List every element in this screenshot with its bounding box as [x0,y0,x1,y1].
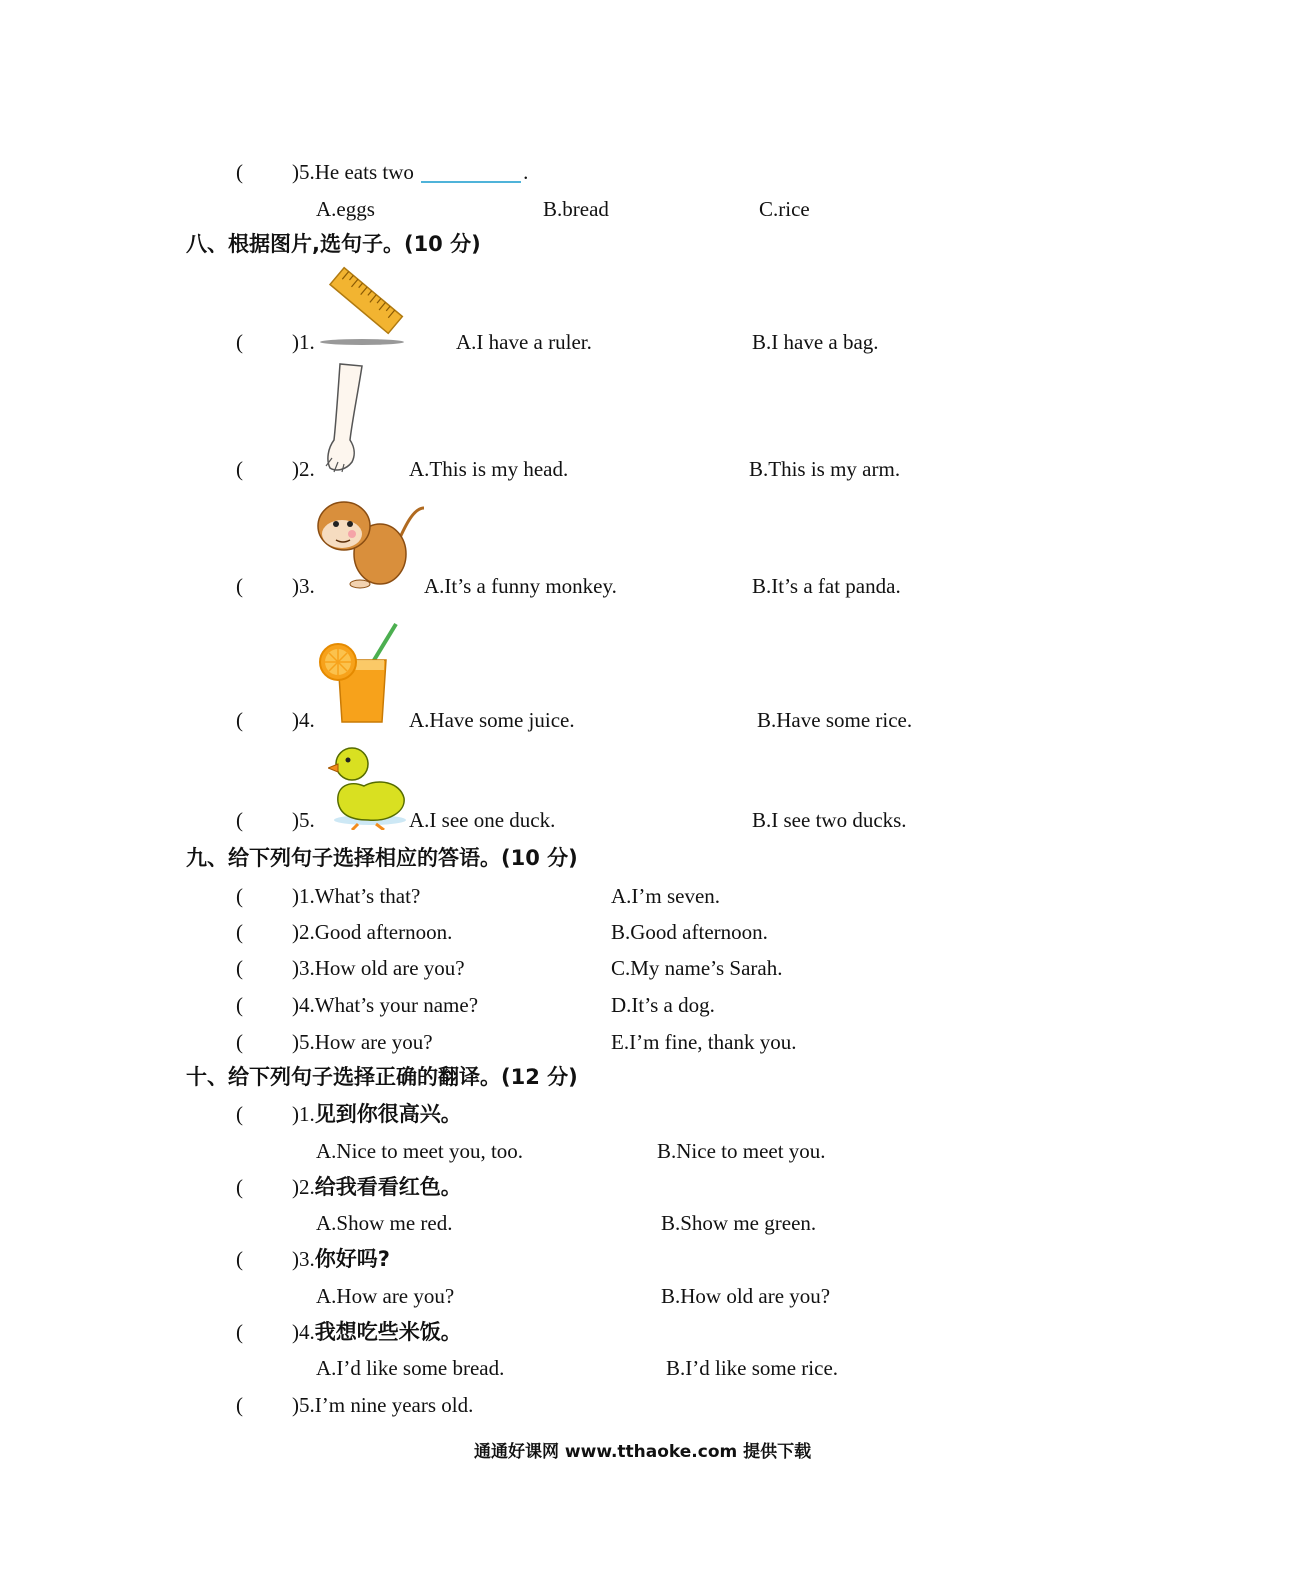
answer-paren: ( [236,920,243,944]
option-a: A.This is my head. [409,457,569,481]
item-number: )3. [292,1247,315,1271]
chinese-sentence: 给我看看红色。 [314,1175,462,1199]
question-line [292,1104,462,1125]
answer-paren: ( [236,1030,243,1054]
answer-paren: ( [236,1393,243,1417]
answer-paren: ( [236,1247,243,1271]
answer-paren: ( [236,1102,243,1126]
duck-icon [328,742,408,830]
stem-end: . [523,160,529,184]
question-text: )3.How old are you? [292,956,465,980]
answer-paren: ( [236,574,243,598]
option-a: A.Show me red. [316,1211,453,1235]
option-b: B.It’s a fat panda. [752,574,901,598]
option-a: A.I have a ruler. [456,330,592,354]
question-stem [292,162,528,183]
option-b: B.I see two ducks. [752,808,907,832]
option-a: A.How are you? [316,1284,455,1308]
question-line [292,1177,462,1198]
question-text: )4.What’s your name? [292,993,479,1017]
stem-text: )5.He eats two [292,160,414,184]
option-a: A.I see one duck. [409,808,556,832]
option-b: B.This is my arm. [749,457,901,481]
answer-paren: ( [236,160,243,184]
question-text: )5.How are you? [292,1030,433,1054]
answer-paren: ( [236,1320,243,1344]
question-line [292,1249,390,1270]
option-b: B.bread [543,197,609,221]
item-number: )3. [292,574,315,598]
monkey-icon [316,494,428,594]
option-b: B.I have a bag. [752,330,879,354]
option-b: B.Nice to meet you. [657,1139,826,1163]
answer-option: D.It’s a dog. [611,993,715,1017]
item-number: )5. [292,808,315,832]
chinese-sentence: 见到你很高兴。 [314,1102,462,1126]
option-b: B.Have some rice. [757,708,913,732]
ruler-icon [320,262,408,350]
question-text: )5.I’m nine years old. [292,1393,474,1417]
item-number: )1. [292,1102,315,1126]
question-line [292,1322,462,1343]
answer-paren: ( [236,884,243,908]
section-heading-10: 十、给下列句子选择正确的翻译。(12 分) [186,1065,578,1089]
arm-icon [318,362,370,474]
item-number: )2. [292,1175,315,1199]
chinese-sentence: 我想吃些米饭。 [314,1320,462,1344]
answer-option: C.My name’s Sarah. [611,956,783,980]
option-c: C.rice [759,197,810,221]
answer-option: E.I’m fine, thank you. [611,1030,797,1054]
chinese-sentence: 你好吗? [314,1247,390,1271]
answer-paren: ( [236,330,243,354]
section-heading-8: 八、根据图片,选句子。(10 分) [186,232,481,256]
answer-paren: ( [236,808,243,832]
option-b: B.Show me green. [661,1211,817,1235]
item-number: )1. [292,330,315,354]
page-footer: 通通好课网 www.tthaoke.com 提供下载 [474,1442,812,1462]
answer-paren: ( [236,708,243,732]
item-number: )4. [292,1320,315,1344]
answer-option: A.I’m seven. [611,884,721,908]
answer-paren: ( [236,1175,243,1199]
question-text: )1.What’s that? [292,884,421,908]
item-number: )4. [292,708,315,732]
option-a: A.eggs [316,197,375,221]
answer-option: B.Good afternoon. [611,920,768,944]
answer-paren: ( [236,993,243,1017]
option-a: A.Have some juice. [409,708,575,732]
option-a: A.I’d like some bread. [316,1356,505,1380]
question-text: )2.Good afternoon. [292,920,453,944]
item-number: )2. [292,457,315,481]
juice-icon [316,620,404,730]
answer-paren: ( [236,457,243,481]
option-a: A.Nice to meet you, too. [316,1139,524,1163]
option-a: A.It’s a funny monkey. [424,574,617,598]
answer-blank[interactable] [421,163,521,183]
option-b: B.I’d like some rice. [666,1356,839,1380]
section-heading-9: 九、给下列句子选择相应的答语。(10 分) [186,846,578,870]
answer-paren: ( [236,956,243,980]
option-b: B.How old are you? [661,1284,831,1308]
